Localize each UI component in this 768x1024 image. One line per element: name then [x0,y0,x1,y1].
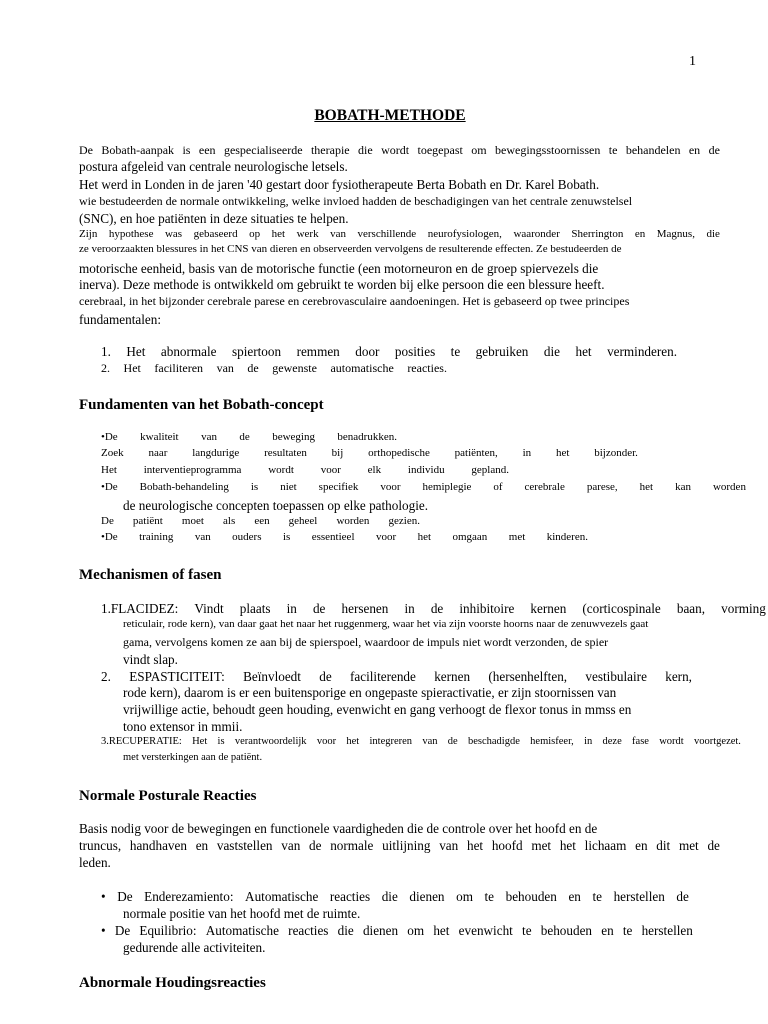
text-line: (SNC), en hoe patiënten in deze situaties te helpen. [79,211,349,226]
text-line: cerebraal, in het bijzonder cerebrale parese en cerebrovasculaire aandoeningen. Het is gebaseerd op twee principes [79,294,630,308]
text-line: Basis nodig voor de bewegingen en functionele vaardigheden die de controle over het hoofd en de [79,821,598,836]
text-line: •De training van ouders is essentieel voor het omgaan met kinderen. [101,531,588,543]
text-line: de neurologische concepten toepassen op elke pathologie. [123,498,429,513]
text-line: reticulair, rode kern), van daar gaat het naar het ruggenmerg, waar het via zijn voorste hoorns naar de zenuwvezels gaat [123,618,649,630]
section-heading-posturale: Normale Posturale Reacties [79,788,257,804]
section-heading-mechanismen: Mechanismen of fasen [79,567,222,583]
text-line: postura afgeleid van centrale neurologische letsels. [79,159,348,174]
text-line: 3.RECUPERATIE: Het is verantwoordelijk voor het integreren van de beschadigde hemisfeer, in deze fase wordt voortgezet. [101,736,741,747]
text-line: • De Equilibrio: Automatische reacties die dienen om het evenwicht te behouden en te herstellen [101,923,693,938]
text-line: normale positie van het hoofd met de ruimte. [123,906,361,921]
section-heading-fundamenten: Fundamenten van het Bobath-concept [79,397,324,413]
text-line: Het interventieprogramma wordt voor elk individu gepland. [101,464,509,476]
text-line: De patiënt moet als een geheel worden gezien. [101,515,420,527]
text-line: met versterkingen aan de patiënt. [123,752,263,763]
text-line: gedurende alle activiteiten. [123,940,266,955]
text-line: vrijwillige actie, behoudt geen houding, evenwicht en gang verhoogt de flexor tonus in mmss en [123,702,632,717]
page-number: 1 [689,54,696,69]
text-line: •De Bobath-behandeling is niet specifiek voor hemiplegie of cerebrale parese, het kan worden [101,481,746,493]
text-line: vindt slap. [123,652,178,667]
text-line: rode kern), daarom is er een buitensporige en ongepaste spieractivatie, er zijn stoornissen van [123,685,617,700]
text-line: De Bobath-aanpak is een gespecialiseerde therapie die wordt toegepast om bewegingsstoornissen te behandelen en de [79,143,720,157]
text-line: motorische eenheid, basis van de motorische functie (een motorneuron en de groep spiervezels die [79,261,599,276]
text-line: •De kwaliteit van de beweging benadrukken. [101,431,397,443]
text-line: fundamentalen: [79,312,162,327]
text-line: 2. ESPASTICITEIT: Beïnvloedt de faciliterende kernen (hersenhelften, vestibulaire kern, [101,669,692,684]
text-line: Het werd in Londen in de jaren '40 gestart door fysiotherapeute Berta Bobath en Dr. Karel Bobath. [79,177,600,192]
text-line: ze veroorzaakten blessures in het CNS van dieren en observeerden vervolgens de resulterende effecten. Ze bestudeerden de [79,243,622,255]
text-line: 1.FLACIDEZ: Vindt plaats in de hersenen in de inhibitoire kernen (corticospinale baan, vorming [101,601,766,616]
text-line: inerva). Deze methode is ontwikkeld om gebruikt te worden bij elke persoon die een blessure heeft. [79,277,605,292]
text-line: truncus, handhaven en vaststellen van de normale uitlijning van het hoofd met het lichaam en dit met de [79,838,720,853]
text-line: gama, vervolgens komen ze aan bij de spierspoel, waardoor de impuls niet wordt verzonden, de spier [123,635,609,649]
text-line: • De Enderezamiento: Automatische reacties die dienen om te behouden en te herstellen de [101,889,689,904]
text-line: Zijn hypothese was gebaseerd op het werk van verschillende neurofysiologen, waaronder Sherrington en Magnus, die [79,228,720,240]
document-title: BOBATH-METHODE [314,107,466,124]
text-line: leden. [79,855,111,870]
text-line: tono extensor in mmii. [123,719,243,734]
text-line: 2. Het faciliteren van de gewenste automatische reacties. [101,361,447,375]
text-line: Zoek naar langdurige resultaten bij orthopedische patiënten, in het bijzonder. [101,447,638,459]
section-heading-abnormale: Abnormale Houdingsreacties [79,975,266,991]
text-line: wie bestudeerden de normale ontwikkeling, welke invloed hadden de beschadigingen van het centrale zenuwstelsel [79,194,633,208]
text-line: 1. Het abnormale spiertoon remmen door posities te gebruiken die het verminderen. [101,344,677,359]
